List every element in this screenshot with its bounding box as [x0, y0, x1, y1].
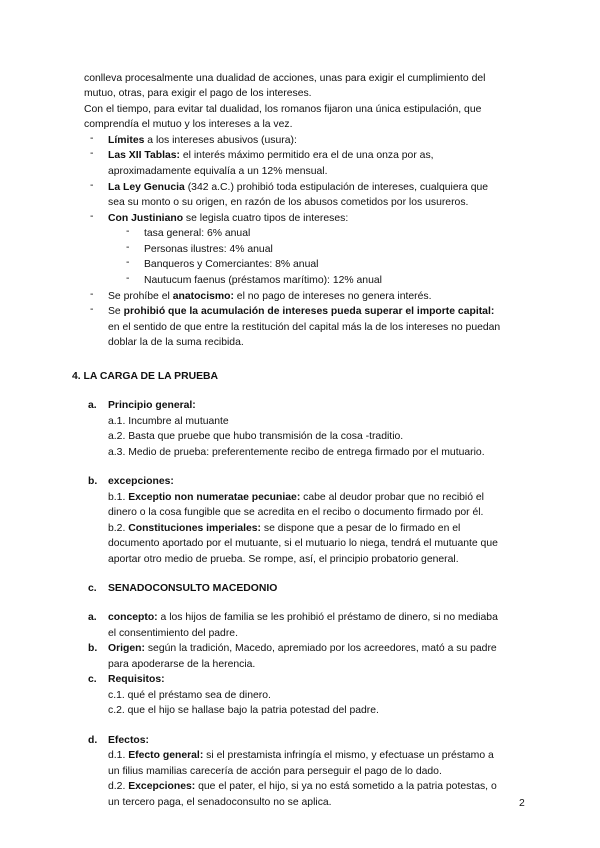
list-item-line: documento aportado por el mutuante, si el mutuario lo niega, tendrá el mutuante que — [108, 538, 498, 549]
sub-bullet-dash: - — [126, 273, 130, 284]
bullet-anatocismo-pre: Se prohíbe el — [108, 291, 173, 302]
bullet-xii-tablas — [108, 148, 434, 164]
list-item — [108, 490, 484, 506]
list-item: a.2. Basta que pruebe que hubo transmisión de la cosa -traditio. — [108, 431, 404, 442]
list-item-bold: Efecto general: — [128, 750, 204, 761]
list-item: a.1. Incumbre al mutuante — [108, 416, 229, 427]
bullet-acumulacion — [108, 304, 494, 320]
rate-item: Banqueros y Comerciantes: 8% anual — [144, 259, 319, 270]
bullet-justiniano-bold: Con Justiniano — [108, 213, 184, 224]
bullet-anatocismo-text: el no pago de intereses no genera interés. — [233, 291, 432, 302]
list-item-pre: b.2. — [108, 523, 129, 534]
subsection-title: Principio general: — [108, 400, 196, 411]
list-letter: b. — [88, 476, 98, 487]
bullet-xii-tablas-bold: Las XII Tablas: — [108, 150, 180, 161]
rate-item: tasa general: 6% anual — [144, 228, 251, 239]
bullet-limites-text: a los intereses abusivos (usura): — [144, 135, 297, 146]
list-item-line: el consentimiento del padre. — [108, 628, 238, 639]
bullet-ley-genucia-text: (342 a.C.) prohibió toda estipulación de intereses, cualquiera que — [184, 182, 489, 193]
bullet-dash: - — [90, 289, 94, 300]
rate-item: Nautucum faenus (préstamos marítimo): 12% anual — [144, 275, 382, 286]
bullet-justiniano-text: se legisla cuatro tipos de intereses: — [183, 213, 349, 224]
bullet-ley-genucia-bold: La Ley Genucia — [108, 182, 185, 193]
bullet-acumulacion-line-2: en el sentido de que entre la restitución del capital más la de los intereses no puedan — [108, 322, 501, 333]
list-item-line: un filius mamilias carecería de acción para perseguir el pago de lo dado. — [108, 766, 442, 777]
list-item — [108, 779, 497, 795]
list-item-line: un tercero paga, el senadoconsulto no se aplica. — [108, 797, 332, 808]
list-item-line: dinero o la cosa fungible que se acredita en el recibo o documento firmado por él. — [108, 507, 484, 518]
subsection-title: excepciones: — [108, 476, 174, 487]
list-letter: c. — [88, 674, 97, 685]
intro-line-2: mutuo, otras, para exigir el pago de los intereses. — [84, 88, 312, 99]
bullet-acumulacion-bold: prohibió que la acumulación de intereses pueda superar el importe capital: — [123, 306, 495, 317]
bullet-dash: - — [90, 180, 94, 191]
list-item-text: cabe al deudor probar que no recibió el — [300, 492, 484, 503]
bullet-acumulacion-line-3: doblar la de la suma recibida. — [108, 337, 244, 348]
bullet-dash: - — [90, 133, 94, 144]
list-item: c.2. que el hijo se hallase bajo la patria potestad del padre. — [108, 705, 379, 716]
sub-bullet-dash: - — [126, 242, 130, 253]
list-item — [108, 641, 497, 657]
list-item: c.1. qué el préstamo sea de dinero. — [108, 690, 271, 701]
bullet-ley-genucia — [108, 180, 488, 196]
intro-line-3: Con el tiempo, para evitar tal dualidad, los romanos fijaron una única estipulación, que — [84, 104, 482, 115]
bullet-anatocismo-bold: anatocismo: — [172, 291, 234, 302]
list-item — [108, 521, 460, 537]
list-item-pre: d.1. — [108, 750, 129, 761]
list-item-bold: Constituciones imperiales: — [128, 523, 262, 534]
bullet-justiniano — [108, 211, 348, 227]
bullet-dash: - — [90, 211, 94, 222]
list-item-bold: concepto: — [108, 612, 158, 623]
list-item-bold: Exceptio non numeratae pecuniae: — [128, 492, 301, 503]
list-item-line: aportar otro medio de prueba. Se rompe, así, el principio probatorio general. — [108, 554, 459, 565]
list-item — [108, 748, 494, 764]
section-title: 4. LA CARGA DE LA PRUEBA — [72, 371, 219, 382]
list-item-text: que el pater, el hijo, si ya no está sometido a la patria potestas, o — [195, 781, 497, 792]
list-item-text: se dispone que a pesar de lo firmado en el — [261, 523, 461, 534]
subsection-title: SENADOCONSULTO MACEDONIO — [108, 583, 278, 594]
sub-bullet-dash: - — [126, 226, 130, 237]
list-item-text: si el prestamista infringía el mismo, y efectuase un préstamo a — [203, 750, 494, 761]
intro-line-1: conlleva procesalmente una dualidad de acciones, unas para exigir el cumplimiento del — [84, 73, 486, 84]
rate-item: Personas ilustres: 4% anual — [144, 244, 273, 255]
list-item: a.3. Medio de prueba: preferentemente recibo de entrega firmado por el mutuario. — [108, 447, 485, 458]
list-letter: a. — [88, 612, 97, 623]
bullet-dash: - — [90, 304, 94, 315]
list-item-pre: d.2. — [108, 781, 129, 792]
bullet-anatocismo — [108, 289, 431, 305]
list-letter: c. — [88, 583, 97, 594]
bullet-acumulacion-pre: Se — [108, 306, 124, 317]
list-letter: a. — [88, 400, 97, 411]
bullet-ley-genucia-line-2: sea su monto o su origen, en razón de los abusos cometidos por los usureros. — [108, 197, 469, 208]
bullet-dash: - — [90, 148, 94, 159]
list-item — [108, 610, 498, 626]
list-letter: d. — [88, 735, 98, 746]
list-item-text: a los hijos de familia se les prohibió el préstamo de dinero, si no mediaba — [157, 612, 498, 623]
intro-line-4: comprendía el mutuo y los intereses a la vez. — [84, 119, 293, 130]
list-item-text: según la tradición, Macedo, apremiado por los acreedores, mató a su padre — [144, 643, 497, 654]
bullet-xii-tablas-line-2: aproximadamente equivalía a un 12% mensual. — [108, 166, 328, 177]
page-number: 2 — [519, 798, 525, 809]
bullet-xii-tablas-text: el interés máximo permitido era el de una onza por as, — [180, 150, 434, 161]
list-item-bold: Excepciones: — [128, 781, 196, 792]
bullet-limites — [108, 133, 297, 149]
list-item-line: para apoderarse de la herencia. — [108, 659, 256, 670]
subsection-title: Requisitos: — [108, 674, 165, 685]
list-letter: b. — [88, 643, 98, 654]
sub-bullet-dash: - — [126, 257, 130, 268]
bullet-limites-bold: Límites — [108, 135, 145, 146]
subsection-title: Efectos: — [108, 735, 149, 746]
list-item-bold: Origen: — [108, 643, 145, 654]
list-item-pre: b.1. — [108, 492, 129, 503]
